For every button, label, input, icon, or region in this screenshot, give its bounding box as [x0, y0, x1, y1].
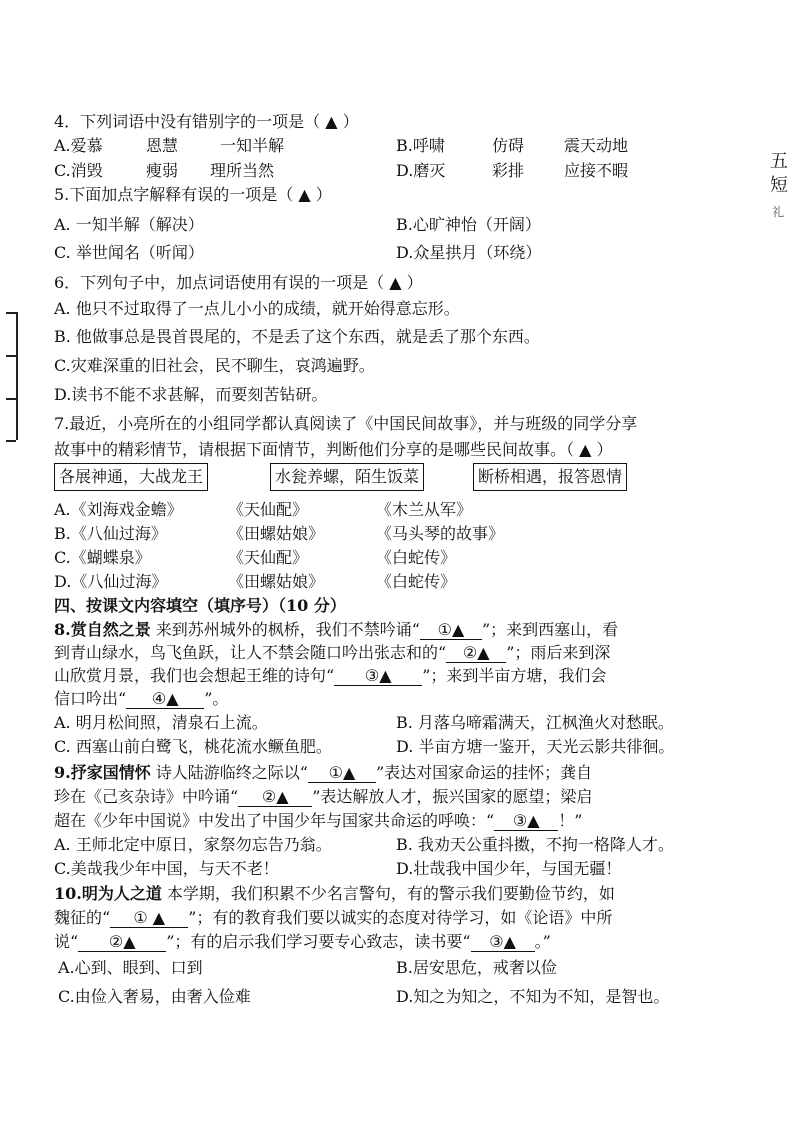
- q5-option-d: D.众星拱月（环绕）: [396, 243, 542, 262]
- q10-blank-1[interactable]: ① ▲: [110, 909, 188, 928]
- q9-text: ”表达对国家命运的挂怀；龚自: [376, 763, 593, 782]
- margin-char: 五: [770, 151, 788, 172]
- binding-mark: [6, 440, 16, 442]
- binding-mark: [6, 355, 16, 357]
- q4-a-1: A.爱慕: [54, 136, 103, 155]
- margin-char: 礼: [772, 205, 785, 219]
- q4-c-2: 瘦弱: [146, 161, 179, 180]
- q10-text: 说“: [54, 932, 79, 951]
- q6-stem: 6．下列句子中，加点词语使用有误的一项是（ ▲ ）: [54, 273, 423, 292]
- q9-option-a: A. 王师北定中原日，家祭勿忘告乃翁。: [54, 835, 332, 854]
- q7-stem-line2: 故事中的精彩情节，请根据下面情节，判断他们分享的是哪些民间故事。（ ▲ ）: [54, 440, 613, 459]
- q5-stem: 5.下面加点字解释有误的一项是（ ▲ ）: [54, 185, 332, 204]
- q9-line2: [54, 787, 592, 807]
- q9-label: 9.抒家国情怀: [54, 763, 151, 782]
- q9-text: 诗人陆游临终之际以“: [150, 763, 308, 782]
- q7-plot-box-2: 水瓮养螺，陌生饭菜: [270, 463, 424, 491]
- q4-stem: 4．下列词语中没有错别字的一项是（ ▲ ）: [54, 112, 359, 131]
- binding-mark: [6, 398, 16, 400]
- q4-c-1: C.消毁: [54, 161, 103, 180]
- q8-text: 山欣赏月景，我们也会想起王维的诗句“: [54, 666, 335, 685]
- q4-b-1: B.呼啸: [396, 136, 445, 155]
- q8-blank-3[interactable]: ③▲: [334, 667, 422, 686]
- q7-d-2: 《田螺姑娘》: [228, 572, 325, 591]
- q8-line3: [54, 666, 606, 686]
- q6-option-c: C.灾难深重的旧社会，民不聊生，哀鸿遍野。: [54, 356, 375, 375]
- q9-blank-2[interactable]: ②▲: [238, 788, 312, 807]
- q8-text: ”；来到西塞山，看: [482, 620, 619, 639]
- q7-b-1: B.《八仙过海》: [54, 524, 167, 543]
- q4-b-3: 震天动地: [564, 136, 629, 155]
- q5-option-b: B.心旷神怡（开阔）: [396, 215, 541, 234]
- q7-a-1: A.《刘海戏金蟾》: [54, 500, 183, 519]
- section-title: 四、按课文内容填空（填序号）（10 分）: [54, 596, 346, 615]
- q8-text: 来到苏州城外的枫桥，我们不禁吟诵“: [150, 620, 420, 639]
- q8-text: 到青山绿水，鸟飞鱼跃，让人不禁会随口吟出张志和的“: [54, 643, 447, 662]
- q10-text: 魏征的“: [54, 908, 111, 927]
- q4-d-3: 应接不暇: [564, 161, 629, 180]
- q8-option-d: D. 半亩方塘一鉴开，天光云影共徘徊。: [396, 737, 675, 756]
- q8-text: ”。: [204, 689, 229, 708]
- q9-text: ！”: [558, 811, 583, 830]
- binding-mark: [16, 312, 18, 440]
- q8-blank-1[interactable]: ①▲: [420, 621, 482, 640]
- q4-d-2: 彩排: [492, 161, 525, 180]
- q10-line3: [54, 932, 551, 952]
- q9-text: 珍在《己亥杂诗》中吟诵“: [54, 787, 239, 806]
- margin-char: 短: [770, 175, 788, 196]
- q7-stem-line1: 7.最近，小亮所在的小组同学都认真阅读了《中国民间故事》，并与班级的同学分享: [54, 414, 638, 433]
- q7-d-3: 《白蛇传》: [376, 572, 457, 591]
- q10-option-c: C.由俭入奢易，由奢入俭难: [58, 987, 251, 1006]
- q9-blank-3[interactable]: ③▲: [494, 812, 558, 831]
- q4-b-2: 仿碍: [492, 136, 525, 155]
- q7-plot-box-1: 各展神通，大战龙王: [54, 463, 208, 491]
- q10-text: ”；有的教育我们要以诚实的态度对待学习，如《论语》中所: [188, 908, 613, 927]
- q7-c-3: 《白蛇传》: [376, 548, 457, 567]
- q8-blank-4[interactable]: ④▲: [126, 690, 204, 709]
- q8-line4: [54, 689, 228, 709]
- q8-text: ”；来到半亩方塘，我们会: [422, 666, 607, 685]
- q8-option-b: B. 月落乌啼霜满天，江枫渔火对愁眠。: [396, 713, 674, 732]
- binding-mark: [6, 312, 16, 314]
- q4-a-2: 恩慧: [146, 136, 179, 155]
- q8-line2: [54, 643, 610, 663]
- q9-option-b: B. 我劝天公重抖擞，不拘一格降人才。: [396, 835, 674, 854]
- q9-line3: [54, 811, 582, 831]
- q7-b-3: 《马头琴的故事》: [376, 524, 505, 543]
- q9-line1: [54, 763, 592, 783]
- q7-a-2: 《天仙配》: [228, 500, 309, 519]
- q6-option-a: A. 他只不过取得了一点儿小小的成绩，就开始得意忘形。: [54, 299, 460, 318]
- q10-text: 。”: [534, 932, 551, 951]
- q9-text: ”表达解放人才，振兴国家的愿望；梁启: [312, 787, 593, 806]
- q6-option-d: D.读书不能不求甚解，而要刻苦钻研。: [54, 385, 328, 404]
- q10-line1: [54, 884, 615, 904]
- q7-a-3: 《木兰从军》: [376, 500, 473, 519]
- q10-option-b: B.居安思危，戒奢以俭: [396, 958, 557, 977]
- q7-b-2: 《田螺姑娘》: [228, 524, 325, 543]
- q9-option-d: D.壮哉我中国少年，与国无疆！: [396, 859, 622, 878]
- q4-c-3: 理所当然: [210, 161, 275, 180]
- q5-option-a: A. 一知半解（解决）: [54, 215, 204, 234]
- q8-option-c: C. 西塞山前白鹭飞，桃花流水鳜鱼肥。: [54, 737, 332, 756]
- q10-option-a: A.心到、眼到、口到: [58, 958, 203, 977]
- q10-label: 10.明为人之道: [54, 884, 162, 903]
- q10-blank-2[interactable]: ②▲: [78, 933, 166, 952]
- q10-blank-3[interactable]: ③▲: [471, 933, 535, 952]
- q7-plot-box-3: 断桥相遇，报答恩情: [473, 463, 627, 491]
- q9-option-c: C.美哉我少年中国，与天不老！: [54, 859, 279, 878]
- q5-option-c: C. 举世闻名（听闻）: [54, 243, 204, 262]
- q8-line1: [54, 620, 618, 640]
- q4-d-1: D.磨灭: [396, 161, 446, 180]
- q8-option-a: A. 明月松间照，清泉石上流。: [54, 713, 268, 732]
- q7-c-2: 《天仙配》: [228, 548, 309, 567]
- q9-text: 超在《少年中国说》中发出了中国少年与国家共命运的呼唤：“: [54, 811, 495, 830]
- q9-blank-1[interactable]: ①▲: [308, 764, 376, 783]
- q4-a-3: 一知半解: [220, 136, 285, 155]
- q10-text: ”；有的启示我们学习要专心致志，读书要“: [166, 932, 471, 951]
- q10-text: 本学期，我们积累不少名言警句，有的警示我们要勤俭节约，如: [161, 884, 615, 903]
- q8-blank-2[interactable]: ②▲: [446, 644, 506, 663]
- q8-text: 信口吟出“: [54, 689, 127, 708]
- q8-label: 8.赏自然之景: [54, 620, 151, 639]
- q8-text: ”；雨后来到深: [506, 643, 611, 662]
- q10-line2: [54, 908, 612, 928]
- q6-option-b: B. 他做事总是畏首畏尾的，不是丢了这个东西，就是丢了那个东西。: [54, 327, 540, 346]
- q7-c-1: C.《蝴蝶泉》: [54, 548, 151, 567]
- q7-d-1: D.《八仙过海》: [54, 572, 168, 591]
- q10-option-d: D.知之为知之，不知为不知，是智也。: [396, 987, 670, 1006]
